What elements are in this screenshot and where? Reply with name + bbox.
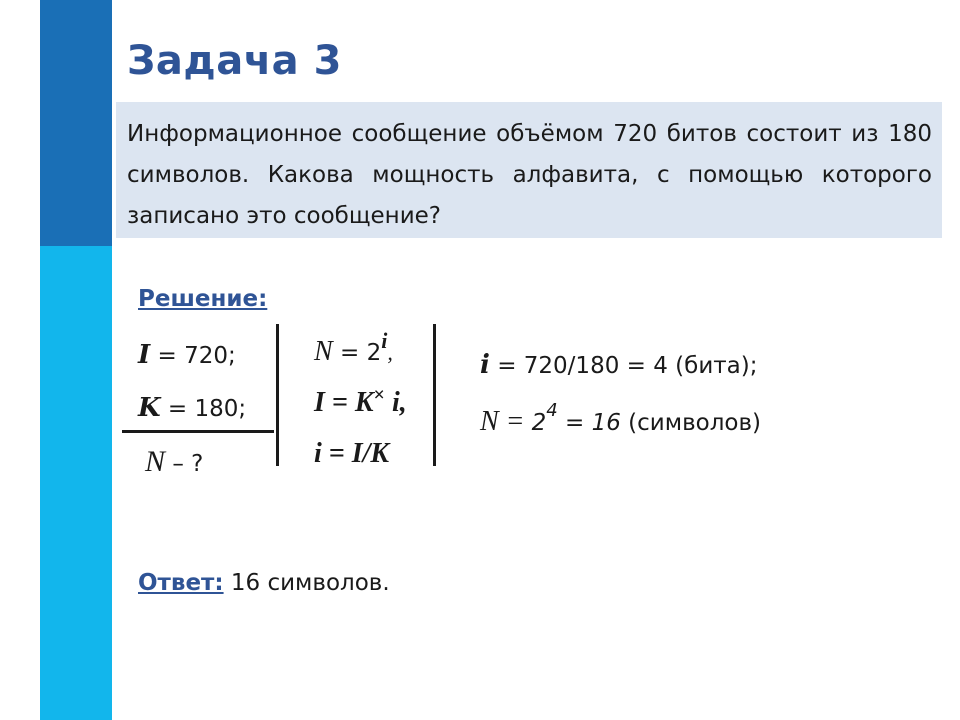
accent-bar-light	[40, 246, 112, 720]
answer-label: Ответ:	[138, 570, 224, 596]
calc-text: (символов)	[620, 410, 761, 436]
formula-text: = 2	[332, 340, 382, 366]
slide-title: Задача 3	[127, 38, 342, 84]
calc-text: 2	[531, 410, 547, 436]
given-value: = 180;	[160, 396, 247, 422]
given-line-1	[138, 340, 236, 370]
calc-text: N =	[480, 406, 532, 437]
calc-text: = 16	[557, 410, 621, 436]
formula-line-3: i = I/K	[314, 438, 390, 469]
answer-line	[138, 570, 390, 596]
calc-exponent: 4	[546, 400, 558, 421]
given-var: I	[138, 340, 151, 370]
given-var: N	[145, 445, 166, 478]
calc-line-2	[480, 400, 761, 438]
formula-line-2	[314, 384, 407, 419]
given-divider	[122, 430, 274, 433]
given-var: K	[138, 393, 161, 423]
calc-var: i	[480, 350, 490, 380]
given-line-3	[145, 445, 203, 479]
given-line-2	[138, 393, 246, 423]
given-value: = 720;	[150, 343, 236, 369]
formula-exponent: i	[381, 328, 388, 353]
formula-var: N	[314, 336, 333, 367]
multiply-sign: ×	[373, 384, 385, 406]
given-value: – ?	[165, 451, 204, 477]
calc-line-1	[480, 350, 758, 380]
calc-text: = 720/180 = 4 (бита);	[489, 353, 758, 379]
formula-line-1	[314, 328, 393, 368]
formula-text: ,	[387, 340, 393, 365]
accent-bar-dark	[40, 0, 112, 246]
solution-label: Решение:	[138, 286, 268, 312]
formula-text: i,	[384, 387, 407, 418]
answer-text: 16 символов.	[223, 570, 390, 596]
problem-statement: Информационное сообщение объёмом 720 битов состоит из 180 символов. Какова мощность алфавита, с помощью которого записано это сообщение?	[127, 121, 932, 229]
formula-divider-left	[276, 324, 279, 466]
formula-text: I = K	[314, 387, 374, 418]
formula-divider-right	[433, 324, 436, 466]
